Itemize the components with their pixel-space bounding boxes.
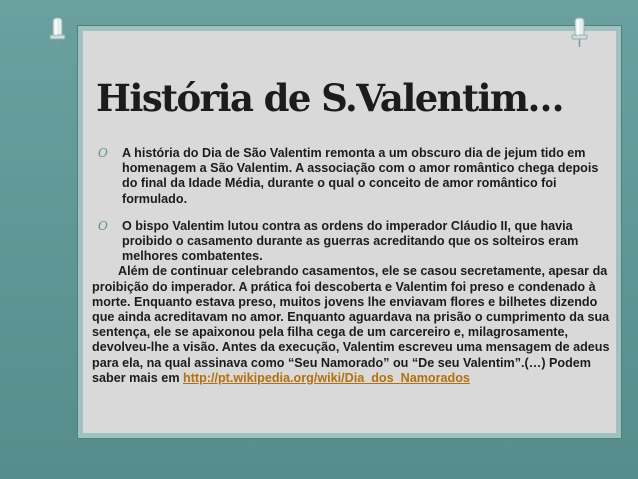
bullet-text: A história do Dia de São Valentim remonta a um obscuro dia de jejum tido em homenagem a São Valentim. A associação com o amor romântico chega depois do final da Idade Média, durante o qual o conceito de amor romântico foi formulado. (122, 146, 599, 206)
bullet-item (92, 219, 612, 265)
paragraph-text: Além de continuar celebrando casamentos, ele se casou secretamente, apesar da proibição do imperador. A prática foi descoberta e Valentim foi preso e condenado à morte. Enquanto estava preso, muitos jovens lhe enviavam flores e bilhetes dizendo que ainda acreditavam no amor. Enquanto aguardava na prisão o cumprimento da sua sentença, ele se apaixonou pela filha cega de um carcereiro e, milagrosamente, devolveu-lhe a visão. Antes da execução, Valentim escreveu uma mensagem de adeus para ela, na qual assinava como “Seu Namorado” ou “De seu Valentim”.(…) Podem saber mais em (92, 264, 610, 385)
slide-body (92, 146, 612, 386)
wikipedia-link[interactable]: http://pt.wikipedia.org/wiki/Dia_dos_Namorados (183, 370, 470, 385)
bullet-text: O bispo Valentim lutou contra as ordens do imperador Cláudio II, que havia proibido o casamento durante as guerras acreditando que os solteiros eram melhores combatentes. (122, 218, 579, 264)
pushpin-icon (568, 17, 591, 48)
bullet-marker: O (98, 146, 108, 160)
bullet-marker: O (98, 218, 108, 233)
body-paragraph (92, 264, 612, 386)
bullet-item (92, 146, 612, 207)
pushpin-icon (46, 17, 69, 48)
slide-title: História de S.Valentim… (96, 76, 563, 120)
